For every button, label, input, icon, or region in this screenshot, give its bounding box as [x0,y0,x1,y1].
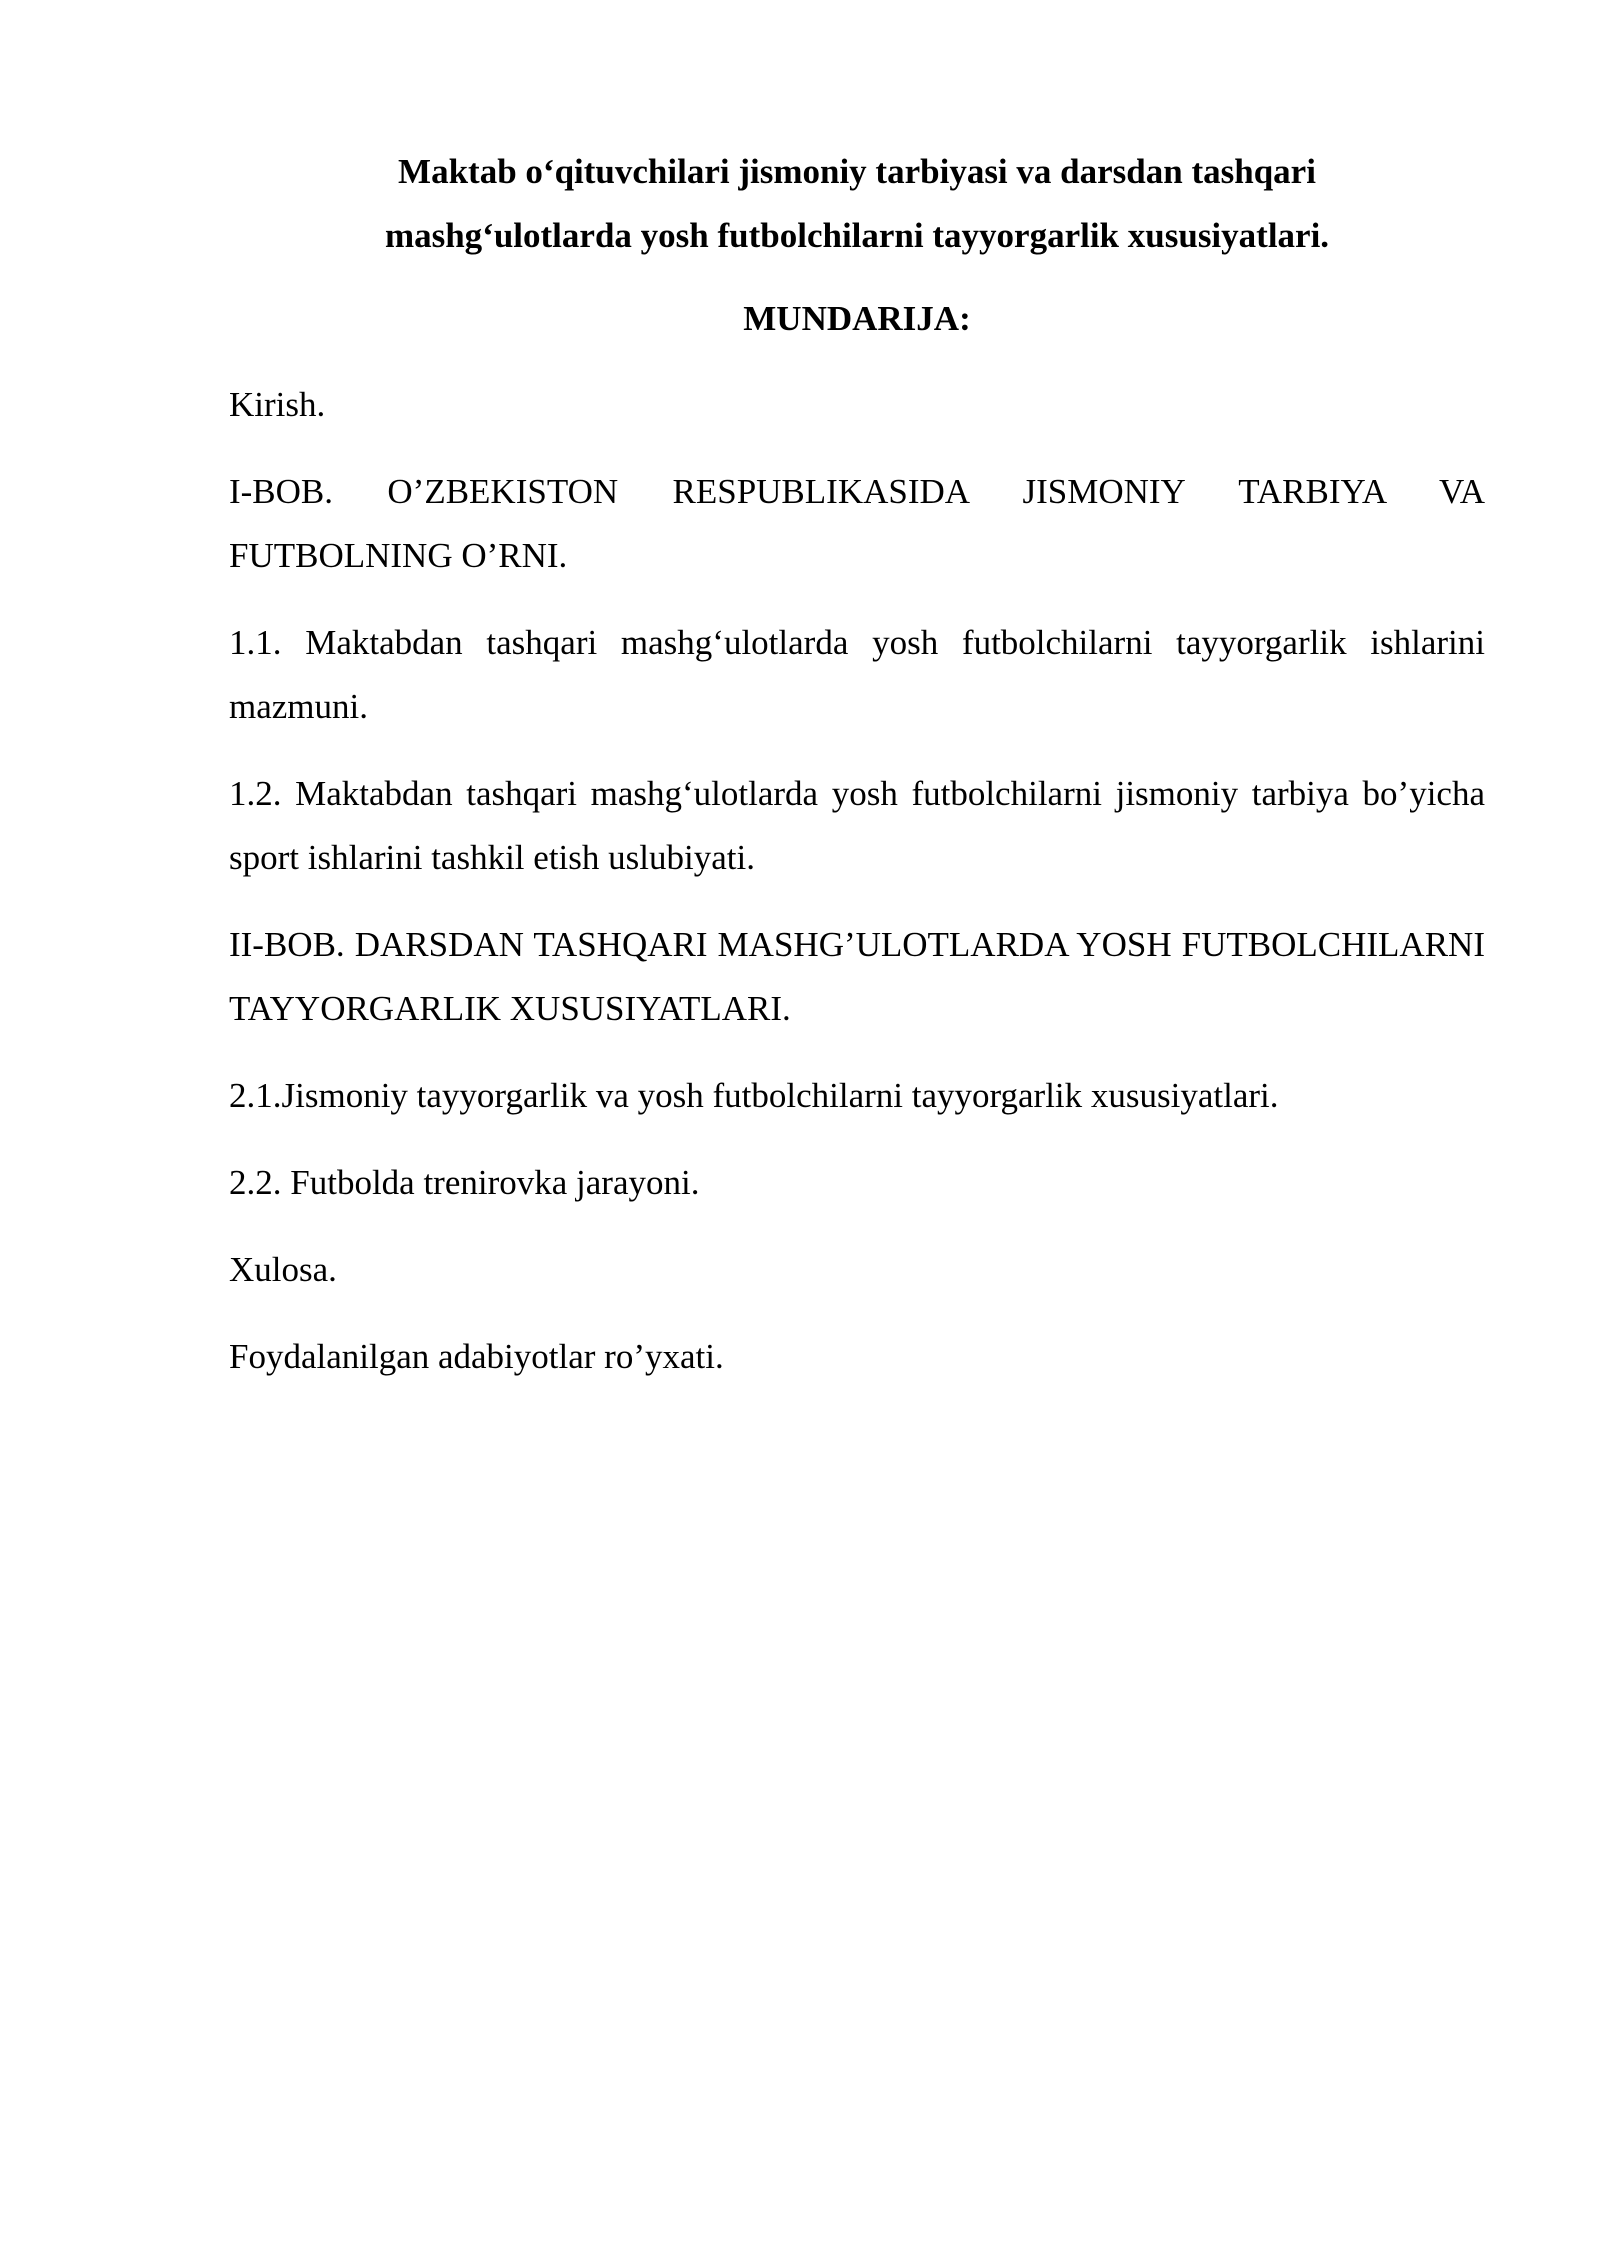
toc-item-xulosa: Xulosa. [229,1250,337,1289]
table-of-contents [229,373,1485,1389]
document-title-line-1: Maktab o‘qituvchilari jismoniy tarbiyasi va darsdan tashqari [398,152,1316,191]
page-content [229,140,1485,1412]
toc-item-references: Foydalanilgan adabiyotlar ro’yxati. [229,1337,724,1376]
toc-heading: MUNDARIJA: [743,299,971,338]
toc-item-section-2-1: 2.1.Jismoniy tayyorgarlik va yosh futbolchilarni tayyorgarlik xususiyatlari. [229,1076,1279,1115]
toc-item-chapter-1: I-BOB. O’ZBEKISTON RESPUBLIKASIDA JISMONIY TARBIYA VA FUTBOLNING O’RNI. [229,472,1485,575]
document-title [229,140,1485,268]
toc-item-kirish: Kirish. [229,385,326,424]
toc-item-section-1-1: 1.1. Maktabdan tashqari mashg‘ulotlarda yosh futbolchilarni tayyorgarlik ishlarini mazmuni. [229,623,1485,726]
toc-item-chapter-2: II-BOB. DARSDAN TASHQARI MASHG’ULOTLARDA YOSH FUTBOLCHILARNI TAYYORGARLIK XUSUSIYATLARI. [229,925,1485,1028]
toc-item-section-1-2: 1.2. Maktabdan tashqari mashg‘ulotlarda yosh futbolchilarni jismoniy tarbiya bo’yicha sport ishlarini tashkil etish uslubiyati. [229,774,1485,877]
toc-item-section-2-2: 2.2. Futbolda trenirovka jarayoni. [229,1163,700,1202]
document-title-line-2: mashg‘ulotlarda yosh futbolchilarni tayyorgarlik xususiyatlari. [384,216,1330,255]
